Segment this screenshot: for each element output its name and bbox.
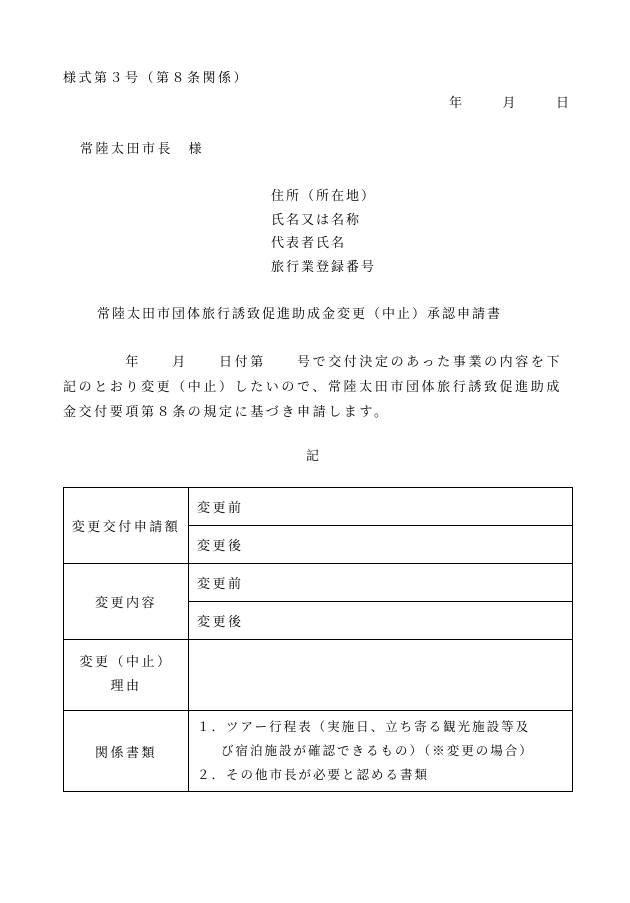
applicant-representative: 代表者氏名 [271,236,347,251]
form-number: 様式第３号（第８条関係） [63,71,250,86]
content-after-cell: 変更後 [189,602,573,640]
detail-table [63,487,573,792]
table-row [64,711,573,792]
amount-before-cell: 変更前 [189,488,573,526]
table-row [64,564,573,602]
amount-label: 変更交付申請額 [64,488,189,564]
reason-label [64,640,189,711]
table-row [64,488,573,526]
applicant-address: 住所（所在地） [271,189,377,204]
docs-item2: ２．その他市長が必要と認める書類 [197,767,430,782]
date-year: 年 [449,96,465,111]
amount-after-cell: 変更後 [189,526,573,564]
docs-item1-line2: び宿泊施設が確認できるもの）（※変更の場合） [221,743,534,758]
table-row [64,640,573,711]
reason-label-line1: 変更（中止） [79,655,173,670]
content-label: 変更内容 [64,564,189,640]
docs-item1-line1: １．ツアー行程表（実施日、立ち寄る観光施設等及 [197,719,531,734]
date-day: 日 [556,96,572,111]
docs-cell [189,711,573,792]
body-paragraph: 年 月 日付第 号で交付決定のあった事業の内容を下記のとおり変更（中止）したいので、常陸太田市団体旅行誘致促進助成金交付要項第８条の規定に基づき申請します。 [63,355,563,420]
applicant-name: 氏名又は名称 [271,213,362,228]
addressee: 常陸太田市長 様 [80,142,205,157]
docs-label: 関係書類 [64,711,189,792]
ki-heading: 記 [306,449,322,464]
applicant-registration: 旅行業登録番号 [271,260,377,275]
page-title: 常陸太田市団体旅行誘致促進助成金変更（中止）承認申請書 [97,307,503,322]
date-month: 月 [502,96,519,111]
date-line [449,92,572,111]
content-before-cell: 変更前 [189,564,573,602]
reason-label-line2: 理由 [110,679,142,694]
reason-cell [189,640,573,711]
